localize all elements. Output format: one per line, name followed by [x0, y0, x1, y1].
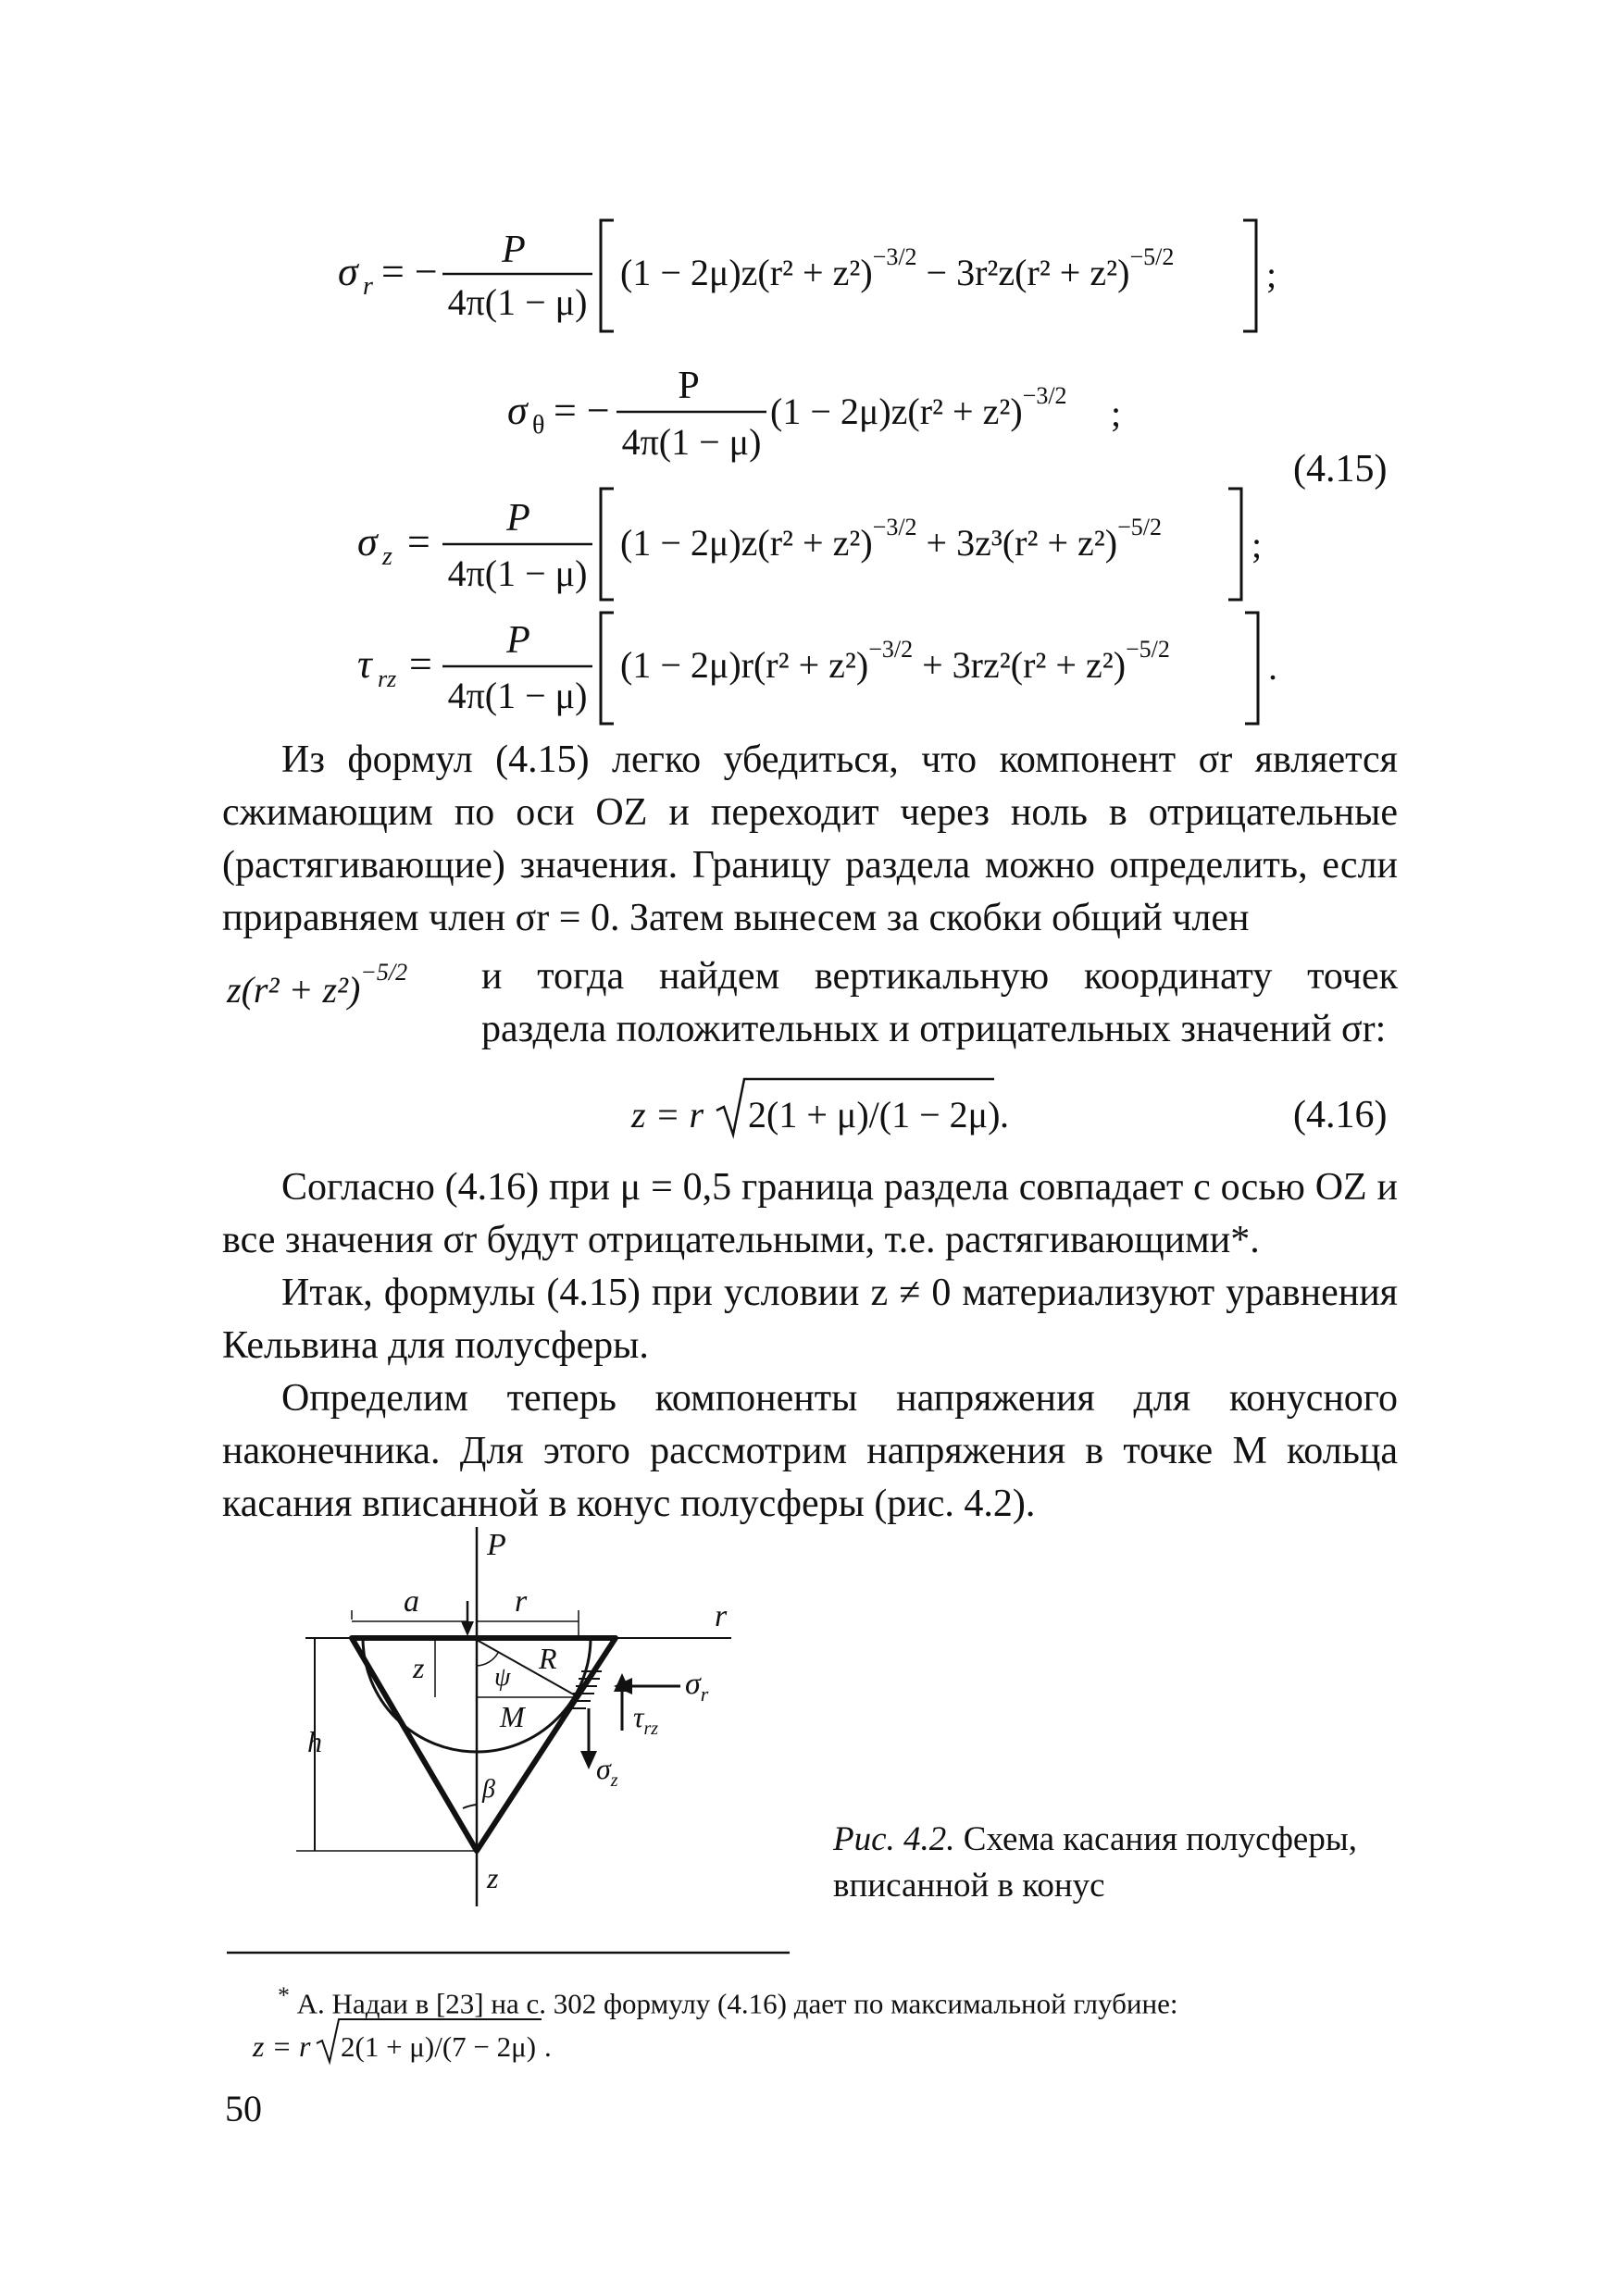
tau-rz-terms: $(1 - 2\mu)r(r^2 + z^2)^{-3/2} + 3rz^2(r^2 + z^2)^{-5/2}$ — [620, 636, 1170, 686]
paragraph-2 — [222, 1161, 1398, 1267]
formula-sigma-r — [338, 220, 1277, 331]
eq416-label: (4.16) — [1293, 1094, 1388, 1136]
sigma-r-lhs: σ — [338, 249, 358, 294]
paragraph-4-text: Определим теперь компоненты напряжения для конусного наконечника. Для этого рассмотрим напряжения в точке M кольца касания вписанной в конус полусферы (рис. 4.2). — [222, 1377, 1398, 1525]
sigma-theta-lhs: σ — [507, 388, 528, 433]
label-psi: ψ — [494, 1663, 511, 1692]
caption-label: Рис. 4.2. — [833, 1820, 955, 1858]
page-number: 50 — [225, 2088, 262, 2129]
tau-rz-end: . — [1268, 646, 1277, 688]
label-r-top: r — [515, 1584, 528, 1619]
footnote-text: А. Надаи в [23] на с. 302 формулу (4.16) дает по максимальной глубине: — [289, 1987, 1178, 2020]
label-M: M — [500, 1700, 525, 1733]
label-R: R — [539, 1642, 557, 1675]
tau-rz-sub: rz — [378, 665, 397, 692]
tau-rz-num: P — [506, 619, 530, 662]
eq416-lhs: z = r — [631, 1094, 704, 1136]
sigma-z-eq: = — [407, 519, 430, 565]
sigma-r-term1: $(1 - 2\mu)z(r^2 + z^2)^{-3/2} - 3r^2z(r^2 + z^2)^{-5/2}$ — [620, 243, 1175, 293]
footnote-formula-lhs: z = r — [253, 2029, 311, 2063]
sigma-r-den: 4π(1 − μ) — [447, 281, 588, 323]
sigma-r-eq: = − — [381, 249, 438, 294]
footnote-formula — [252, 2019, 552, 2063]
sigma-z-end: ; — [1252, 524, 1263, 565]
load-arrow-head — [461, 1621, 474, 1636]
sigma-z-sub: z — [382, 542, 392, 571]
caption-text: Схема касания полусферы, вписанной в конус — [833, 1820, 1357, 1905]
tau-rz-den: 4π(1 − μ) — [447, 675, 588, 716]
label-h: h — [307, 1725, 322, 1758]
label-P: P — [487, 1528, 506, 1562]
formula-sigma-theta — [507, 365, 1121, 463]
paragraph-2-text: Согласно (4.16) при μ = 0,5 граница раздела совпадает с осью OZ и все значения σr будут отрицательными, т.е. растягивающими*. — [222, 1166, 1398, 1261]
tau-rz-bracket-left — [601, 613, 614, 724]
sigma-theta-end: ; — [1111, 392, 1122, 434]
formula-4-16 — [630, 1079, 1387, 1136]
label-a: a — [404, 1584, 419, 1619]
sigma-r-bracket-right — [1243, 220, 1256, 331]
label-z-small: z — [413, 1651, 425, 1684]
tau-rz-bracket-right — [1245, 613, 1258, 724]
radius-R — [477, 1640, 579, 1697]
formula-sigma-z — [357, 489, 1262, 600]
sigma-r-sub: r — [363, 272, 373, 301]
sigma-z-num: P — [506, 497, 530, 540]
label-sigma-z: $\sigma_z$ — [596, 1752, 618, 1791]
label-beta: β — [482, 1775, 495, 1804]
sigma-z-terms: $(1 - 2\mu)z(r^2 + z^2)^{-3/2} + 3z^3(r^2 + z^2)^{-5/2}$ — [620, 514, 1162, 564]
paragraph-1-text: Из формул (4.15) легко убедиться, что компонент σr является сжимающим по оси OZ и переходит через ноль в отрицательные (растягивающие) значения. Границу раздела можно определить, если приравняем член σr = 0. Затем вынесем за скобки общий член — [222, 738, 1398, 939]
sigma-r-end: ; — [1266, 254, 1277, 295]
label-z-axis: z — [487, 1861, 499, 1894]
paragraph-1-cont-text: и тогда найдем вертикальную координату точек раздела положительных и отрицательных значений σr: — [481, 955, 1398, 1050]
paragraph-4 — [222, 1372, 1398, 1531]
footnote-formula-radicand: 2(1 + μ)/(7 − 2μ) — [341, 2030, 537, 2063]
eq416-radicand: 2(1 + μ)/(1 − 2μ) — [748, 1094, 1001, 1136]
footnote — [278, 1976, 1389, 2023]
sigma-z-den: 4π(1 − μ) — [447, 552, 588, 594]
formula-tau-rz — [357, 613, 1277, 724]
sigma-r-bracket-left — [601, 220, 614, 331]
inline-common-term — [226, 959, 407, 1011]
eq416-end: . — [1000, 1094, 1009, 1136]
sigma-r-num: P — [502, 229, 526, 271]
sigma-theta-num: P — [678, 365, 700, 407]
beta-arc — [463, 1805, 477, 1808]
sigma-theta-eq: = − — [554, 388, 610, 433]
formula-block-label: (4.15) — [1293, 448, 1388, 490]
paragraph-1-continuation — [481, 950, 1398, 1056]
sigma-theta-sub: θ — [532, 411, 545, 440]
sigma-z-bracket-right — [1228, 489, 1241, 600]
label-r-axis: r — [715, 1599, 728, 1633]
paragraph-3 — [222, 1267, 1398, 1372]
sigma-theta-body: $(1 - 2\mu)z(r^2 + z^2)^{-3/2}$ — [770, 382, 1067, 432]
paragraph-1 — [222, 734, 1398, 945]
tau-rz-eq: = — [409, 641, 432, 687]
figure-labels — [307, 1528, 728, 1894]
sigma-theta-den: 4π(1 − μ) — [621, 421, 762, 463]
label-tau-rz: $\tau_{rz}$ — [633, 1700, 659, 1739]
label-sigma-r: $\sigma_r$ — [685, 1667, 709, 1706]
tau-rz-lhs: τ — [357, 641, 372, 687]
sigma-z-arrow-head — [580, 1751, 597, 1769]
footnote-formula-end: . — [544, 2030, 552, 2063]
figure-caption — [833, 1817, 1407, 1909]
cone-outline — [352, 1638, 616, 1851]
footnote-marker: * — [278, 1981, 290, 2008]
sigma-z-lhs: σ — [357, 519, 378, 565]
inline-term: $z(r^2 + z^2)^{-5/2}$ — [227, 959, 408, 1011]
paragraph-3-text: Итак, формулы (4.15) при условии z ≠ 0 материализуют уравнения Кельвина для полусферы. — [222, 1272, 1398, 1367]
sigma-z-bracket-left — [601, 489, 614, 600]
